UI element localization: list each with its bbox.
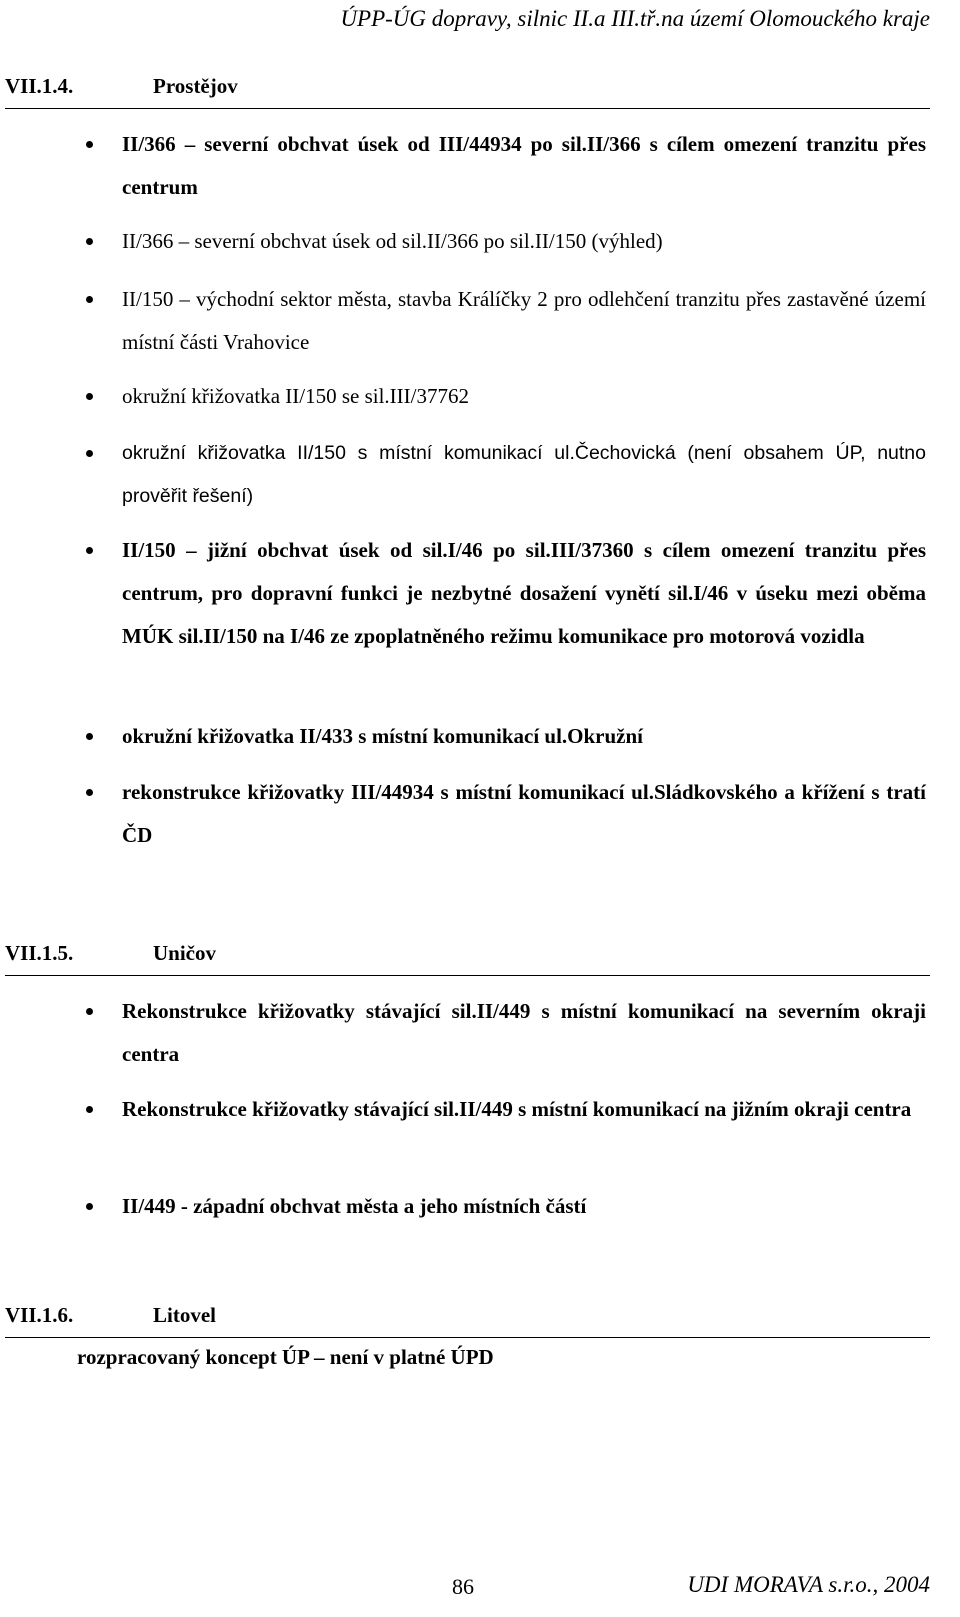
list-item-text: Rekonstrukce křižovatky stávající sil.II/449 s místní komunikací na severním okraji centra	[122, 999, 926, 1066]
section-heading-prostejov	[5, 74, 930, 109]
section-number: VII.1.4.	[5, 74, 74, 98]
bullet-icon	[86, 789, 93, 796]
document-header: ÚPP-ÚG dopravy, silnic II.a III.tř.na území Olomouckého kraje	[340, 6, 930, 31]
bullet-icon	[86, 393, 93, 400]
section-title: Prostějov	[153, 74, 238, 98]
list-item-text: II/449 - západní obchvat města a jeho místních částí	[122, 1194, 587, 1218]
list-item-text: II/366 – severní obchvat úsek od III/44934 po sil.II/366 s cílem omezení tranzitu přes centrum	[122, 132, 926, 199]
list-item-text: II/150 – jižní obchvat úsek od sil.I/46 po sil.III/37360 s cílem omezení tranzitu přes centrum, pro dopravní funkci je nezbytné dosažení vynětí sil.I/46 v úseku mezi oběma MÚK sil.II/150 na I/46 ze zpoplatněného režimu komunikace pro motorová vozidla	[122, 538, 926, 648]
page-number: 86	[452, 1574, 474, 1599]
section-heading-unicov	[5, 941, 930, 976]
list-item-text: okružní křižovatka II/150 se sil.III/37762	[122, 384, 469, 408]
footer-company: UDI MORAVA s.r.o., 2004	[687, 1572, 930, 1597]
list-item-text: okružní křižovatka II/433 s místní komunikací ul.Okružní	[122, 724, 644, 748]
section-number: VII.1.6.	[5, 1303, 74, 1327]
bullet-icon	[86, 141, 93, 148]
bullet-icon	[86, 238, 93, 245]
section-title: Uničov	[153, 941, 216, 965]
bullet-icon	[86, 1203, 93, 1210]
section-title: Litovel	[153, 1303, 216, 1327]
list-item-text: rekonstrukce křižovatky III/44934 s místní komunikací ul.Sládkovského a křížení s tratí ČD	[122, 780, 926, 847]
section-number: VII.1.5.	[5, 941, 74, 965]
bullet-icon	[86, 733, 93, 740]
bullet-icon	[86, 296, 93, 303]
list-item-text: II/150 – východní sektor města, stavba Králíčky 2 pro odlehčení tranzitu přes zastavěné území místní části Vrahovice	[122, 287, 926, 354]
bullet-icon	[86, 547, 93, 554]
list-item-text: II/366 – severní obchvat úsek od sil.II/366 po sil.II/150 (výhled)	[122, 229, 663, 253]
bullet-icon	[86, 450, 93, 457]
section-heading-litovel	[5, 1303, 930, 1338]
bullet-icon	[86, 1008, 93, 1015]
list-item-text: okružní křižovatka II/150 s místní komunikací ul.Čechovická (není obsahem ÚP, nutno prověřit řešení)	[122, 442, 926, 507]
bullet-icon	[86, 1106, 93, 1113]
list-item-text: Rekonstrukce křižovatky stávající sil.II/449 s místní komunikací na jižním okraji centra	[122, 1097, 912, 1121]
section-note: rozpracovaný koncept ÚP – není v platné ÚPD	[77, 1345, 494, 1369]
